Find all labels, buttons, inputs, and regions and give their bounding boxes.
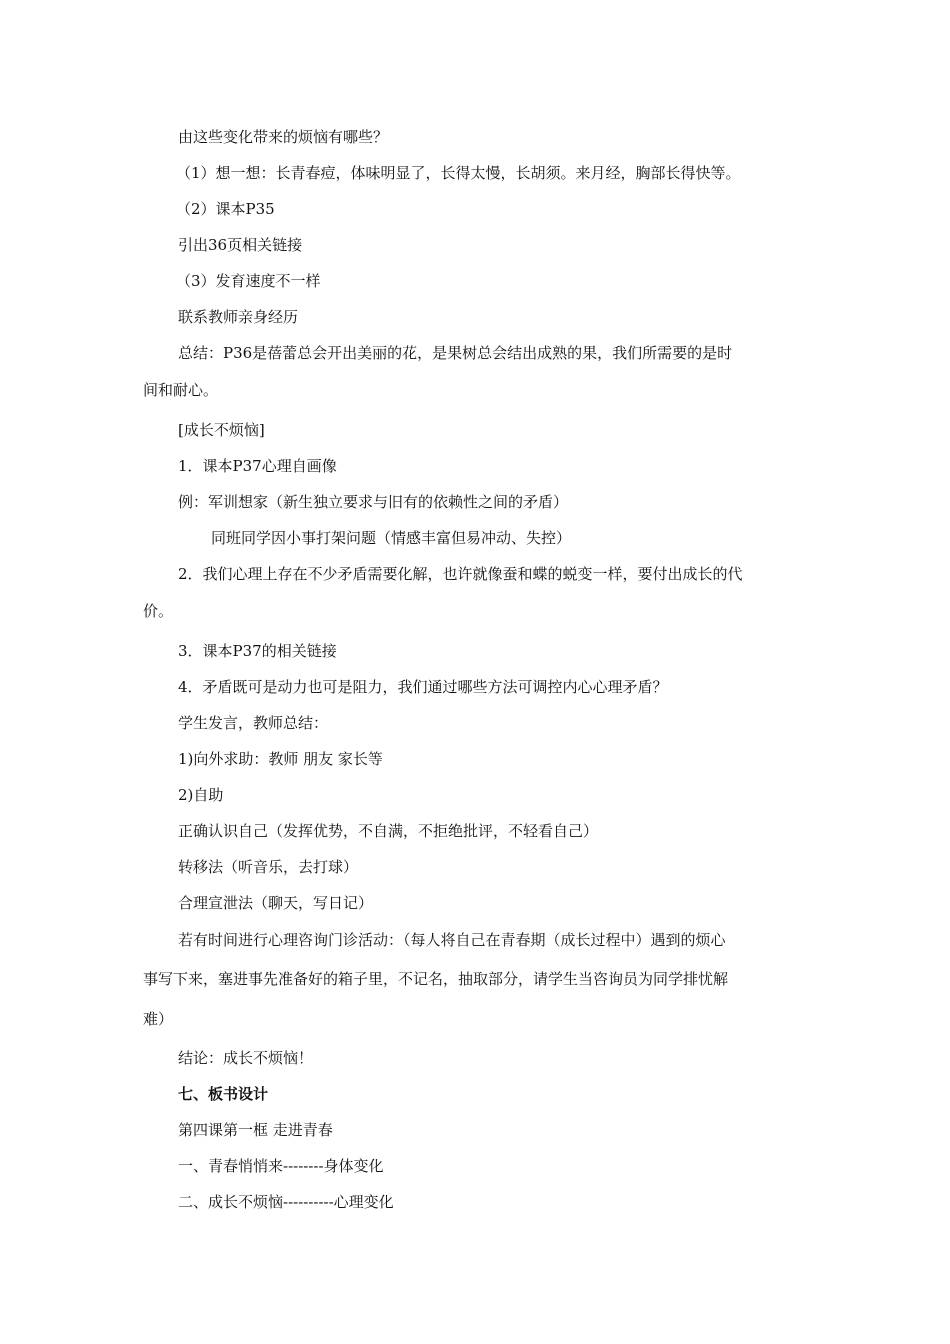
text-line: 3．课本P37的相关链接 bbox=[178, 642, 337, 660]
text-line: 引出36页相关链接 bbox=[178, 236, 303, 254]
text-line: 转移法（听音乐，去打球） bbox=[178, 858, 359, 876]
text-line: 2)自助 bbox=[178, 786, 224, 804]
text-line: 例：军训想家（新生独立要求与旧有的依赖性之间的矛盾） bbox=[178, 493, 569, 511]
text-line: 1)向外求助：教师 朋友 家长等 bbox=[178, 750, 383, 768]
text-line: 结论：成长不烦恼！ bbox=[178, 1049, 314, 1067]
text-line: 2．我们心理上存在不少矛盾需要化解，也许就像蚕和蝶的蜕变一样，要付出成长的代 bbox=[178, 565, 743, 583]
text-line: 1．课本P37心理自画像 bbox=[178, 457, 337, 475]
text-line: 间和耐心。 bbox=[143, 381, 219, 399]
text-line: （2）课本P35 bbox=[176, 200, 275, 218]
text-line: 同班同学因小事打架问题（情感丰富但易冲动、失控） bbox=[211, 529, 572, 547]
text-line: 一、青春悄悄来--------身体变化 bbox=[178, 1157, 384, 1175]
text-line: 第四课第一框 走进青春 bbox=[178, 1121, 333, 1139]
text-line: （1）想一想：长青春痘，体味明显了，长得太慢，长胡须。来月经，胸部长得快等。 bbox=[176, 164, 741, 182]
text-line: 由这些变化带来的烦恼有哪些？ bbox=[178, 128, 389, 146]
section-heading: 七、板书设计 bbox=[178, 1085, 269, 1103]
text-line: 二、成长不烦恼----------心理变化 bbox=[178, 1193, 394, 1211]
text-line: 正确认识自己（发挥优势，不自满，不拒绝批评，不轻看自己） bbox=[178, 822, 599, 840]
text-line: 价。 bbox=[143, 602, 174, 620]
text-line: 联系教师亲身经历 bbox=[178, 308, 299, 326]
section-heading: [成长不烦恼] bbox=[178, 421, 265, 439]
text-line: （3）发育速度不一样 bbox=[176, 272, 321, 290]
text-line: 合理宣泄法（聊天，写日记） bbox=[178, 894, 374, 912]
text-line: 4．矛盾既可是动力也可是阻力，我们通过哪些方法可调控内心心理矛盾？ bbox=[178, 678, 668, 696]
text-line: 事写下来，塞进事先准备好的箱子里，不记名，抽取部分，请学生当咨询员为同学排忧解 bbox=[143, 970, 729, 988]
text-line: 总结：P36是蓓蕾总会开出美丽的花，是果树总会结出成熟的果，我们所需要的是时 bbox=[178, 344, 733, 362]
text-line: 学生发言，教师总结： bbox=[178, 714, 329, 732]
text-line: 若有时间进行心理咨询门诊活动：（每人将自己在青春期（成长过程中）遇到的烦心 bbox=[178, 931, 726, 949]
text-line: 难） bbox=[143, 1010, 174, 1028]
